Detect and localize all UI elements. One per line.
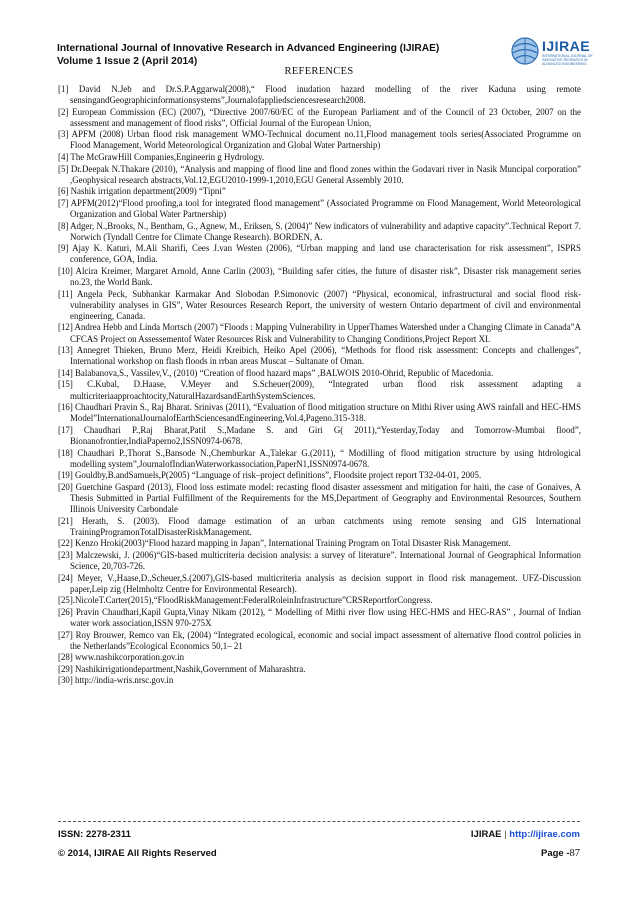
reference-item: [24] Meyer, V.,Haase,D.,Scheuer,S.(2007),GIS-based multicriteria analysis as decision support in flood risk management. UFZ-Discussion paper,Leip zig (Helmholtz Centre for Environmental Research).: [58, 572, 581, 594]
reference-item: [4] The McGrawHill Companies,Engineerin g Hydrology.: [58, 152, 265, 163]
journal-url-link[interactable]: http://ijirae.com: [509, 829, 580, 840]
reference-item: [7] APFM(2012)“Flood proofing,a tool for integrated flood management” (Associated Programme on Flood Management, World Meteorological Organization and Global Water Partnership): [58, 197, 581, 220]
reference-item: [20] Guetchine Gaspard (2013), Flood loss estimate model: recasting flood disaster assessment and mitigation for haiti, the case of Gonaives, A Thesis Submitted in Partial Fulfillment of the Requirements for the MS,Department of Geography and Environmental Resources, Southern Illinois University Carbondale: [58, 481, 581, 514]
page-label: Page -: [540, 848, 570, 859]
footer-divider: [58, 821, 580, 822]
reference-item: [25].NicoleT.Carter(2015),“FloodRiskManagement:FederalRoleinInfrastructure”CRSReportforCongress.: [58, 595, 433, 606]
reference-item: [21] Herath, S. (2003). Flood damage estimation of an urban catchments using remote sensing and GIS International TrainingProgramonTotalDisasterRiskManagement.: [58, 515, 581, 537]
logo-globe-icon: [510, 34, 540, 68]
reference-item: [9] Ajay K. Katuri, M.Ali Sharifi, Cees J.van Westen (2006), “Urban mapping and land use characterisation for risk assessment”, ISPRS conference, GOA, India.: [58, 243, 581, 265]
reference-item: [17] Chaudhari P.,Raj Bharat,Patil S.,Madane S. and Giri G( 2011),“Yesterday,Today and Tomorrow-Mumbai flood”, Bionanofrontier,IndiaPaperno2,ISSN0974-0678.: [58, 424, 581, 446]
footer-separator: |: [504, 829, 507, 840]
journal-issue: Volume 1 Issue 2 (April 2014): [57, 56, 198, 67]
reference-item: [16] Chaudhari Pravin S., Raj Bharat. Srinivas (2011), “Evaluation of flood mitigation structure on Mithi River using AWS rainfall and HEC-HMS Model”InternationalJournalofEarthSciencesandEngineering,Vol.4,Pageno.315-318.: [58, 402, 581, 424]
reference-item: [8] Adger, N.,Brooks, N., Bentham, G., Agnew, M., Eriksen, S. (2004)” New indicators of vulnerability and adaptive capacity”.Technical Report 7. Norwich (Tyndall Centre for Climate Change Research). BORDEN, A.: [58, 220, 581, 242]
logo-subtitle: INTERNATIONAL JOURNAL OF INNOVATIVE RESEARCH IN ADVANCED ENGINEERING: [542, 54, 593, 66]
reference-item: [2] European Commission (EC) (2007), “Directive 2007/60/EC of the European Parliament and of the Council of 23 October, 2007 on the assessment and management of flood risks”, Official Journal of the European Union,: [58, 106, 581, 128]
reference-item: [6] Nashik irrigation department(2009) “Tipni”: [58, 186, 226, 197]
journal-short-name: IJIRAE: [470, 829, 502, 840]
reference-item: [1] David N.Jeb and Dr.S.P.Aggarwal(2008),“ Flood inudation hazard modelling of the river Kaduna using remote sensingandGeographicinformationsystems”,Journalofappliedsciencesresearch2008.: [58, 84, 581, 106]
reference-item: [19] Gouldby,B.andSamuels,P(2005) “Language of risk–project definitions”, Floodsite project report T32-04-01, 2005.: [58, 470, 482, 481]
reference-item: [15] C.Kubal, D.Haase, V.Meyer and S.Scheuer(2009), “Integrated urban flood risk assessment adapting a multicriteriaapproachtocity,NaturalHazardsandEarthSystemSciences.: [58, 379, 581, 401]
reference-list: [58, 84, 581, 686]
reference-item: [12] Andrea Hebb and Linda Mortsch (2007) “Floods : Mapping Vulnerability in UpperThames Watershed under a Changing Climate in Canada”A CFCAS Project on Assessementof Water Resources Risk and Vulnerability to Changing Conditions,Project Report XI.: [58, 322, 581, 344]
journal-title: International Journal of Innovative Research in Advanced Engineering (IJIRAE): [57, 43, 440, 54]
reference-item: [18] Chaudhari P.,Thorat S.,Bansode N.,Chemburkar A.,Talekar G.(2011), “ Modilling of flood mitigation structure by using htdrological modelling system”,JournalofIndianWaterworkassociation,PaperN1,ISSN0974-0678.: [58, 447, 581, 469]
page-number: 87: [569, 848, 580, 859]
reference-item: [23] Malczewski, J. (2006)“GIS-based multicriteria decision analysis: a survey of literature”. International Journal of Geographical Information Science, 20,703-726.: [58, 549, 581, 571]
reference-item: [10] Alcira Kreimer, Margaret Arnold, Anne Carlin (2003), “Building safer cities, the future of disaster risk”, Disaster risk management series no.23, the World Bank.: [58, 266, 581, 288]
reference-item: [28] www.nashikcorporation.gov.in: [58, 652, 185, 663]
reference-item: [30] http://india-wris.nrsc.gov.in: [58, 675, 174, 686]
reference-item: [22] Kenzo Hroki(2003)“Flood hazard mapping in Japan”, International Training Program on Total Disaster Risk Management.: [58, 538, 511, 549]
issn-text: ISSN: 2278-2311: [58, 829, 131, 840]
reference-item: [11] Angela Peck, Subhankar Karmakar And Slobodan P.Simonovic (2007) “Physical, economical, infrastructural and social flood risk- vulnerability analyses in GIS”, Water Resources Research Report, the university of western Ontario department of civil and environmental engineering, Canada.: [58, 288, 581, 321]
reference-item: [26] Pravin Chaudhari,Kapil Gupta,Vinay Nikam (2012), “ Modelling of Mithi river flow using HEC-HMS and HEC-RAS” , Journal of Indian water work association,ISSN 970-275X: [58, 606, 581, 628]
copyright-text: © 2014, IJIRAE All Rights Reserved: [58, 848, 217, 859]
footer-right: [471, 825, 580, 863]
logo-text: IJIRAE: [542, 38, 591, 54]
footer-left: [58, 825, 217, 863]
reference-item: [3] APFM (2008) Urban flood risk management WMO-Technical document no.11,Flood management tools series(Associated Programme on Flood Management, World Meteorological Organization and Global Water Partnership): [58, 129, 581, 151]
journal-header: [57, 42, 577, 68]
reference-item: [27] Roy Brouwer, Remco van Ek, (2004) “Integrated ecological, economic and social impact assessment of alternative flood control policies in the Netherlands”Ecological Economics 50,1– 21: [58, 629, 581, 651]
references-heading: REFERENCES: [284, 66, 354, 77]
reference-item: [14] Balabanova,S., Vassilev,V., (2010) “Creation of flood hazard maps” ,BALWOIS 2010-Ohrid, Republic of Macedonia.: [58, 367, 494, 378]
reference-item: [29] Nashikirrigationdepartment,Nashik,Government of Maharashtra.: [58, 663, 306, 674]
reference-item: [5] Dr.Deepak N.Thakare (2010), “Analysis and mapping of flood line and flood zones within the Godavari river in Nasik Muncipal corporation” ,Geophysical research abstracts,Vol.12,EGU2010-1999-1,2010,EGU General Assembly 2010.: [58, 163, 581, 185]
reference-item: [13] Annegret Thieken, Bruno Merz, Heidi Kreibich, Heiko Apel (2006), “Methods for flood risk assessment: Concepts and challenges”, International workshop on flash floods in rrban areas Muscat – Sultanate of Oman.: [58, 345, 581, 367]
